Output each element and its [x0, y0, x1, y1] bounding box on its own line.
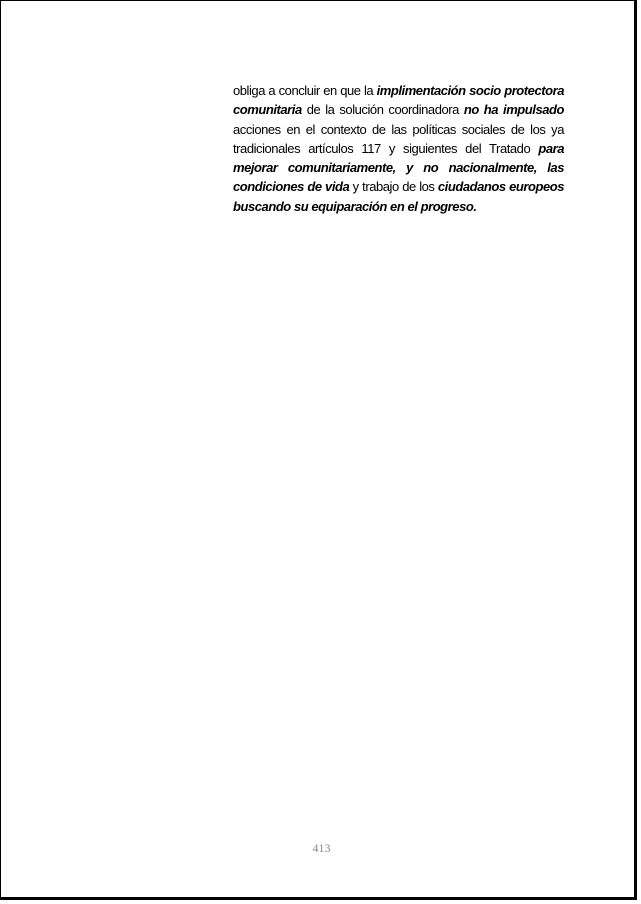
emphasized-text-run: no ha impulsado [463, 102, 564, 118]
emphasized-text-run: ciudadanos europeos buscando su equiparación en el progreso. [233, 179, 564, 214]
text-run: obliga a concluir en que la [233, 83, 377, 98]
text-run: acciones en el contexto de las políticas sociales de los ya tradicionales artículos 117 y siguientes del Tratado [233, 121, 564, 156]
emphasized-text-run: implimentación socio protectora comunitaria [233, 83, 564, 118]
page-number: 413 [312, 841, 331, 855]
body-paragraph [233, 81, 564, 216]
text-run: de la solución coordinadora [301, 102, 464, 118]
emphasized-text-run: para mejorar comunitariamente, y no nacionalmente, las condiciones de vida [233, 140, 564, 195]
text-run: y trabajo de los [349, 179, 438, 195]
